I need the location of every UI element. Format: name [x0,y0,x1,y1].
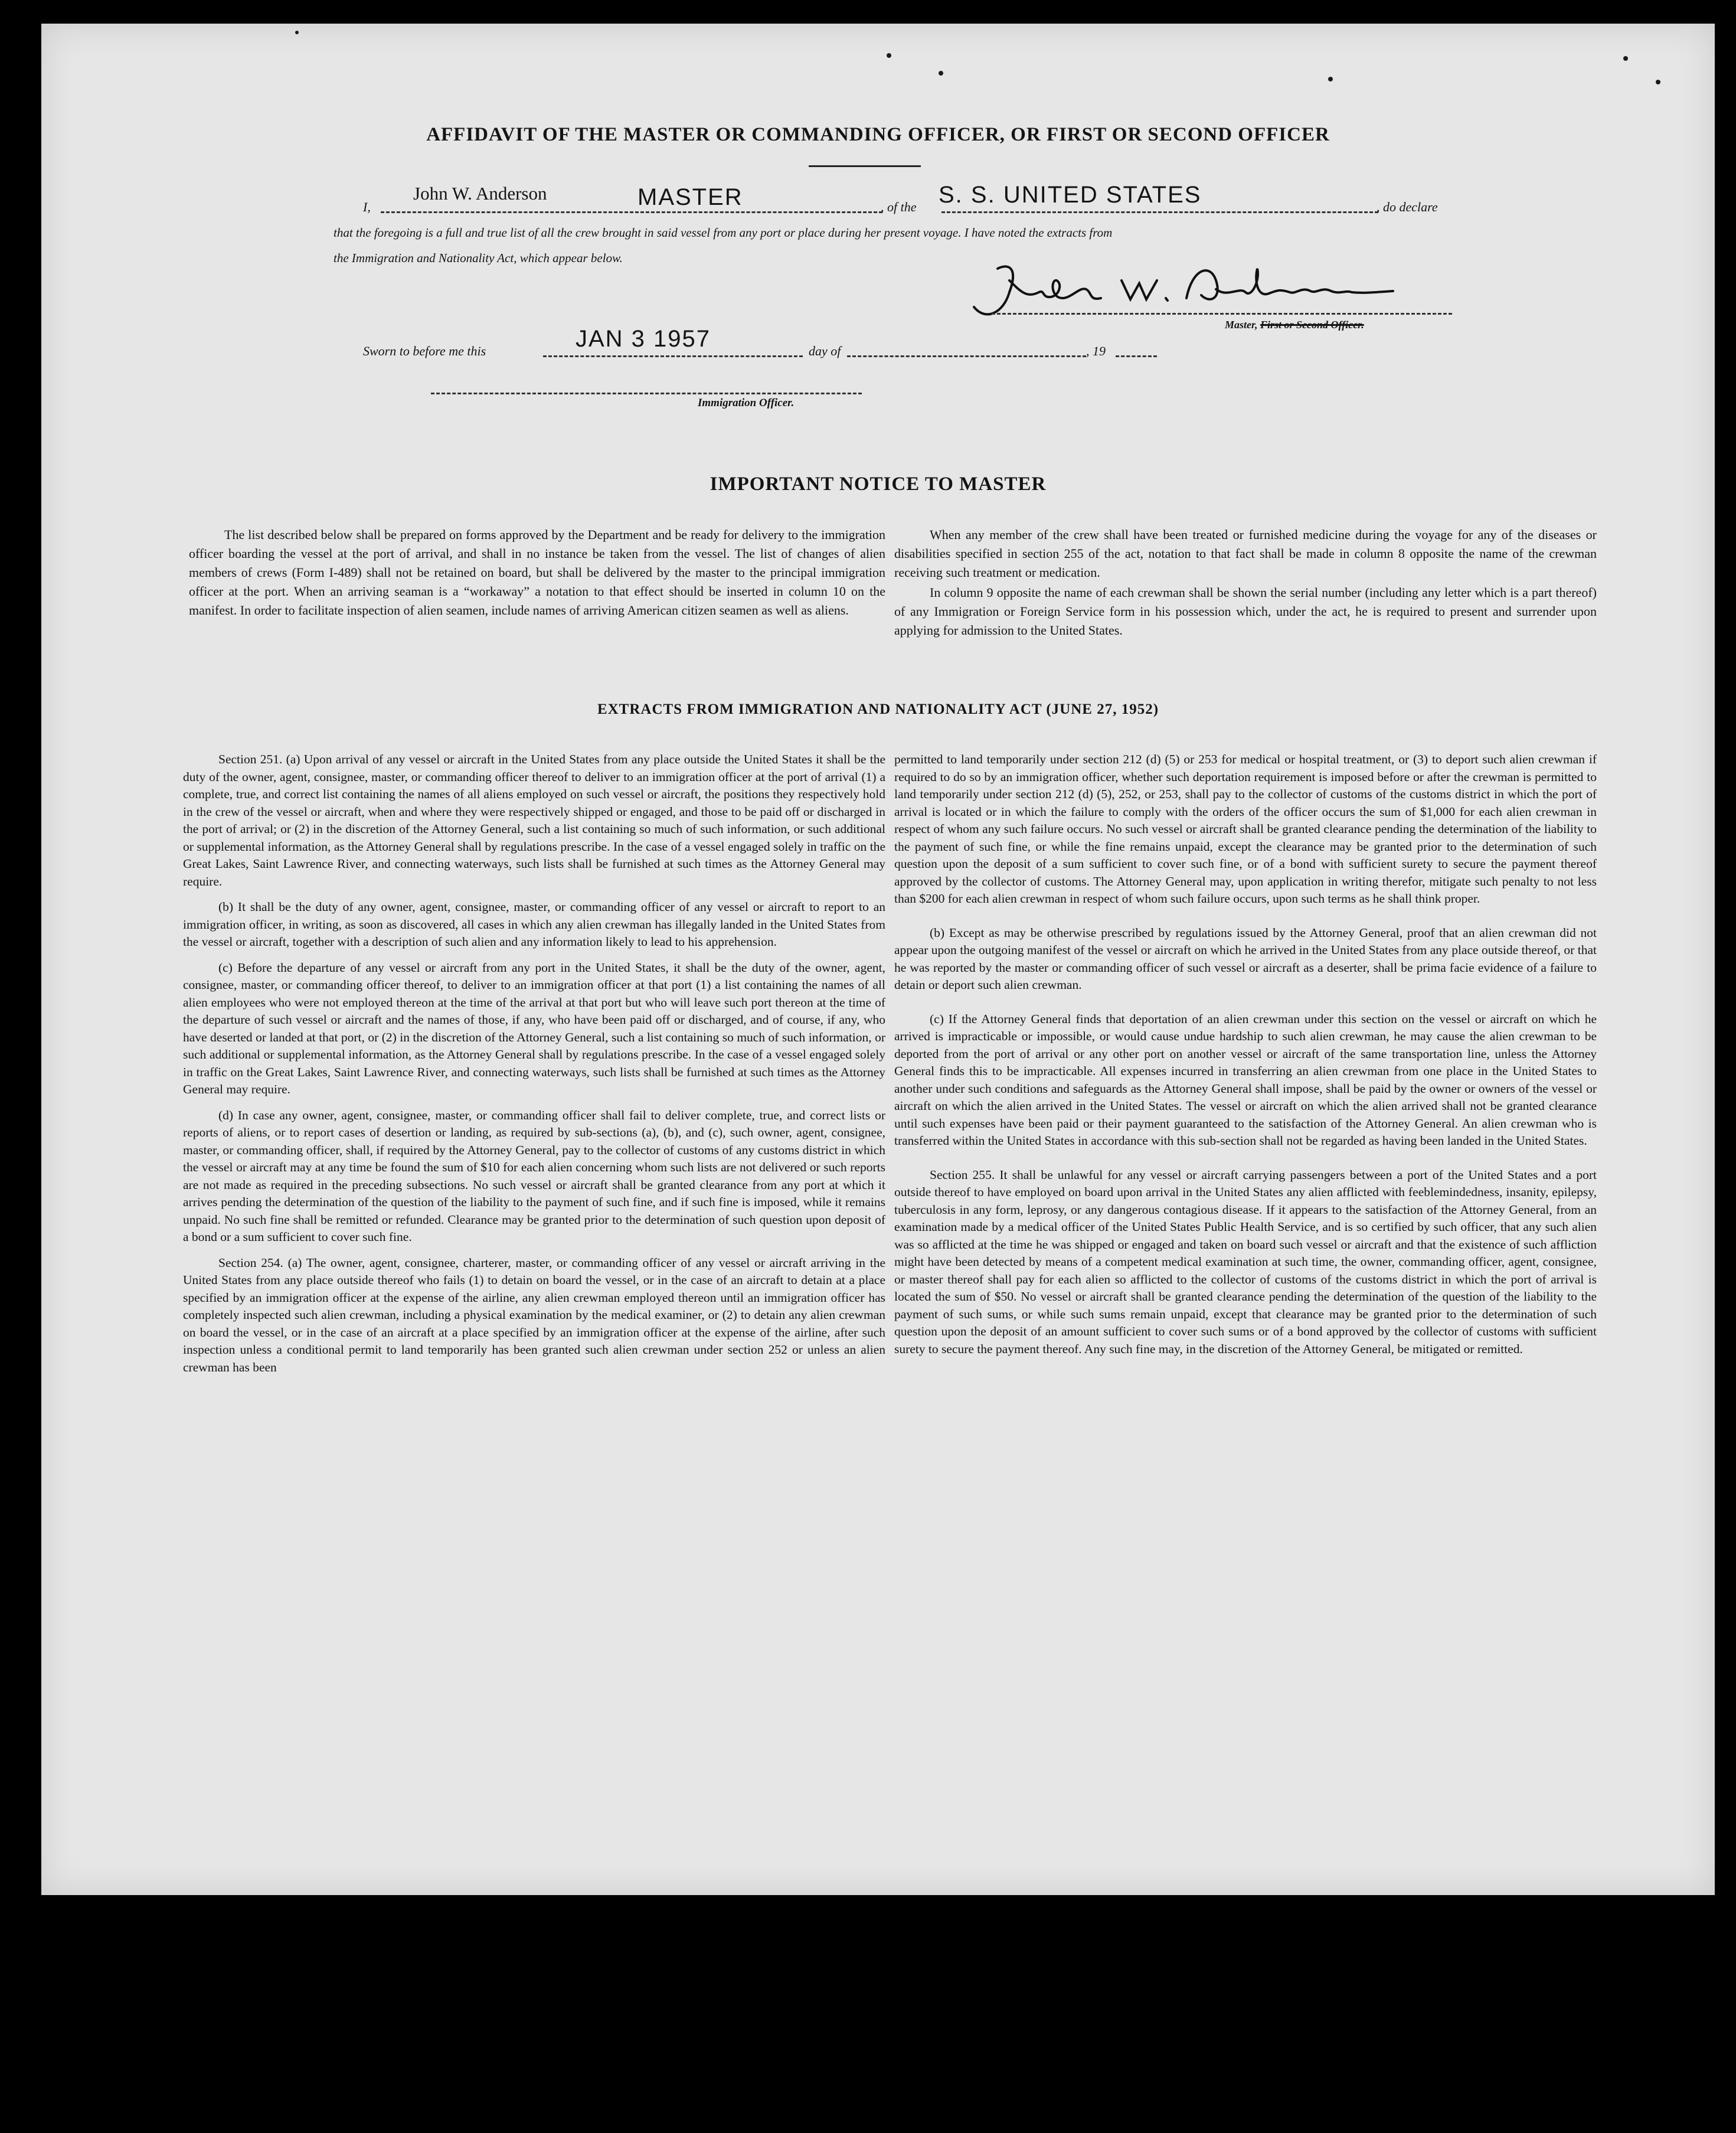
officer-line [431,393,862,394]
section-254-a-continued: permitted to land temporarily under section 212 (d) (5) or 253 for medical or hospital treatment, or (3) to deport such alien crewman if required to do so by an immigration officer, whether such deportation requirement is imposed before or after the crewman is permitted to land temporarily under section 212 (d) (5), 252, or 253, shall pay to the collector of customs of the customs district in which the port of arrival is located or in which the failure to comply with the orders of the officer occurs the sum of $1,000 for each alien crewman in respect of whom any such failure occurs. No such vessel or aircraft shall be granted clearance pending the determination of the liability to the payment of such fine, or while the fine remains unpaid, except the clearance may be granted prior to the determination of such question upon the deposit of a sum sufficient to cover such fine, or of a bond with sufficient surety to secure the payment thereof approved by the collector of customs. The Attorney General may, upon application in writing therefor, mitigate such penalty to not less than $200 for each alien crewman in respect of whom such failure occurs, upon such terms as he shall think proper. [894,752,1597,906]
signer-title-struck: First or Second Officer. [1260,319,1364,331]
sworn-label: Sworn to before me this [363,344,486,358]
declaration-line-2: the Immigration and Nationality Act, which appear below. [334,251,623,265]
signer-title [1225,319,1364,331]
extracts-right-column [894,751,1597,1366]
notice-title: IMPORTANT NOTICE TO MASTER [710,473,1047,495]
scan-speck [295,31,299,34]
vessel-line [941,211,1378,213]
section-254-b: (b) Except as may be otherwise prescribed by regulations issued by the Attorney General, proof that an alien crewman did not appear upon the outgoing manifest of the vessel or aircraft on which he arrived in the United States from any place outside thereof, or that he was reported by the master or commanding officer of such vessel or aircraft as a deserter, shall be prima facie evidence of a failure to detain or deport such alien crewman. [894,925,1597,992]
title-divider [809,165,921,167]
year-label: , 19 [1086,344,1106,358]
scan-speck [1656,80,1660,84]
officer-label: Immigration Officer. [698,397,795,409]
extracts-left-column [183,751,885,1384]
notice-left-column [189,525,885,628]
i-label: I, [363,200,371,214]
notice-left-paragraph: The list described below shall be prepared on forms approved by the Department and be ready for delivery to the immigration officer boarding the vessel at the port of arrival, and shall in no instance be taken from the vessel. The list of changes of alien members of crews (Form I-489) shall not be retained on board, but shall be delivered by the master to the principal immigration officer at the port. When an arriving seaman is a “workaway” a notation to that effect should be inserted in column 10 on the manifest. In order to facilitate inspection of alien seamen, include names of arriving American citizen seamen as well as aliens. [189,527,885,618]
section-251-d: (d) In case any owner, agent, consignee, master, or commanding officer shall fail to deliver complete, true, and correct lists or reports of aliens, or to report cases of desertion or landing, as required by sub-sections (a), (b), and (c), such owner, agent, consignee, master, or commanding officer, shall, if required by the Attorney General, pay to the collector of customs of any customs district in which the vessel or aircraft may at any time be found the sum of $10 for each alien concerning whom such lists are not delivered or such reports are not made as required in the preceding subsections. No such vessel or aircraft shall be granted clearance from any port at which it arrives pending the determination of the question of the liability to the payment of such fine, and if such fine is imposed, while it remains unpaid. No such fine shall be remitted or refunded. Clearance may be granted prior to the determination of such question upon deposit of a bond or a sum sufficient to cover such fine. [183,1108,885,1244]
year-line [1116,355,1157,357]
document-page [41,24,1715,1895]
of-the-label: , of the [881,200,917,214]
master-name: John W. Anderson [413,183,547,204]
affidavit-title: AFFIDAVIT OF THE MASTER OR COMMANDING OFFICER, OR FIRST OR SECOND OFFICER [426,124,1330,145]
vessel-stamp: S. S. UNITED STATES [939,182,1202,208]
scan-speck [1623,56,1628,61]
signature-line [992,313,1452,315]
signer-title-master: Master, [1225,319,1258,331]
day-of-label: day of [809,344,841,358]
month-line [847,355,1086,357]
sworn-line [543,355,803,357]
declaration-line-1: that the foregoing is a full and true list of all the crew brought in said vessel from any port or place during her present voyage. I have noted the extracts from [334,226,1113,240]
scan-speck [887,53,891,58]
scan-speck [939,71,943,76]
section-254-a: Section 254. (a) The owner, agent, consignee, charterer, master, or commanding officer of any vessel or aircraft arriving in the United States from any place outside thereof who fails (1) to detain on board the vessel, or in the case of an aircraft to detain at a place specified by an immigration officer at the expense of the airline, any alien crewman employed thereon until an immigration officer has completely inspected such alien crewman, including a physical examination by the medical examiner, or (2) to detain any alien crewman on board the vessel, or in the case of an aircraft at a place specified by an immigration officer at the expense of the airline, after such inspection unless a conditional permit to land temporarily has been granted such alien crewman under section 252 or unless an alien crewman has been [183,1255,885,1374]
section-251-a: Section 251. (a) Upon arrival of any vessel or aircraft in the United States from any place outside the United States it shall be the duty of the owner, agent, consignee, master, or commanding officer thereof to deliver to an immigration officer at the port of arrival (1) a complete, true, and correct list containing the names of all aliens employed on such vessel or aircraft, the positions they respectively hold in the crew of the vessel or aircraft, when and where they were respectively shipped or engaged, and those to be paid off or discharged in the port of arrival; or (2) in the discretion of the Attorney General, such a list containing so much of such information, or such additional or supplemental information, as the Attorney General shall by regulations prescribe. In the case of a vessel engaged solely in traffic on the Great Lakes, Saint Lawrence River, and connecting waterways, such lists shall be furnished at such times as the Attorney General may require. [183,752,885,889]
rank-stamp: MASTER [637,184,743,210]
do-declare-label: , do declare [1377,200,1438,214]
scan-speck [1328,77,1333,81]
extracts-title: EXTRACTS FROM IMMIGRATION AND NATIONALITY ACT (JUNE 27, 1952) [597,701,1159,717]
section-254-c: (c) If the Attorney General finds that deportation of an alien crewman under this section on the vessel or aircraft on which he arrived is impracticable or impossible, or would cause undue hardship to such alien crewman, he may cause the alien crewman to be deported from the port of arrival or any other port on another vessel or aircraft of the same transportation line, unless the Attorney General finds this to be impracticable. All expenses incurred in transferring an alien crewman from one place in the United States to another under such conditions and safeguards as the Attorney General shall impose, shall be paid by the owner or owners of the vessel or aircraft on which the alien arrived in the United States. The vessel or aircraft on which the alien arrived shall not be granted clearance until such expenses have been paid or their payment guaranteed to the satisfaction of the Attorney General. An alien crewman who is transferred within the United States in accordance with this sub-section shall not be regarded as having been landed in the United States. [894,1011,1597,1148]
notice-right-paragraph-2: In column 9 opposite the name of each crewman shall be shown the serial number (including any letter which is a part thereof) of any Immigration or Foreign Service form in his possession which, under the act, he is required to present and surrender upon applying for admission to the United States. [894,585,1597,638]
name-line [381,211,882,213]
section-251-b: (b) It shall be the duty of any owner, agent, consignee, master, or commanding officer of any vessel or aircraft to report to an immigration officer, in writing, as soon as discovered, all cases in which any alien crewman has illegally landed in the United States from the vessel or aircraft, together with a description of such alien and any information likely to lead to his apprehension. [183,900,885,949]
section-255: Section 255. It shall be unlawful for any vessel or aircraft carrying passengers between a port of the United States and a port outside thereof to have employed on board upon arrival in the United States any alien afflicted with feeblemindedness, insanity, epilepsy, tuberculosis in any form, leprosy, or any dangerous contagious disease. If it appears to the satisfaction of the Attorney General, from an examination made by a medical officer of the United States Public Health Service, and is so certified by such officer, that any such alien was so afflicted at the time he was shipped or engaged and taken on board such vessel or aircraft and that the existence of such affliction might have been detected by means of a competent medical examination at such time, the owner, commanding officer, agent, consignee, or master thereof shall pay for each alien so afflicted to the collector of customs of the customs district in which the port of arrival is located the sum of $50. No vessel or aircraft shall be granted clearance pending the determination of the question of the liability to the payment of such sums, or while such sums remain unpaid, except that clearance may be granted prior to the determination of such question upon the deposit of an amount sufficient to cover such sums or of a bond approved by the collector of customs with sufficient surety to secure the payment thereof. Any such fine may, in the discretion of the Attorney General, be mitigated or remitted. [894,1167,1597,1356]
notice-right-paragraph-1: When any member of the crew shall have been treated or furnished medicine during the voyage for any of the diseases or disabilities specified in section 255 of the act, notation to that fact shall be made in column 8 opposite the name of the crewman receiving such treatment or medication. [894,527,1597,580]
section-251-c: (c) Before the departure of any vessel or aircraft from any port in the United States, it shall be the duty of the owner, agent, consignee, master, or commanding officer thereof, to deliver to an immigration officer at that port (1) a list containing the names of all alien employees who were not employed thereon at the time of the arrival at that port but who will leave such port thereon at the time of the departure of such vessel or aircraft and the names of those, if any, who have been paid off or discharged, and of course, if any, who have deserted or landed at that port, or (2) in the discretion of the Attorney General, such a list containing so much of such information, or such additional or supplemental information, as the Attorney General shall by regulations prescribe. In the case of a vessel engaged solely in traffic on the Great Lakes, Saint Lawrence River, and connecting waterways, such lists shall be furnished at such times as the Attorney General may require. [183,960,885,1096]
sworn-date-stamp: JAN 3 1957 [576,326,711,352]
notice-right-column [894,525,1597,648]
